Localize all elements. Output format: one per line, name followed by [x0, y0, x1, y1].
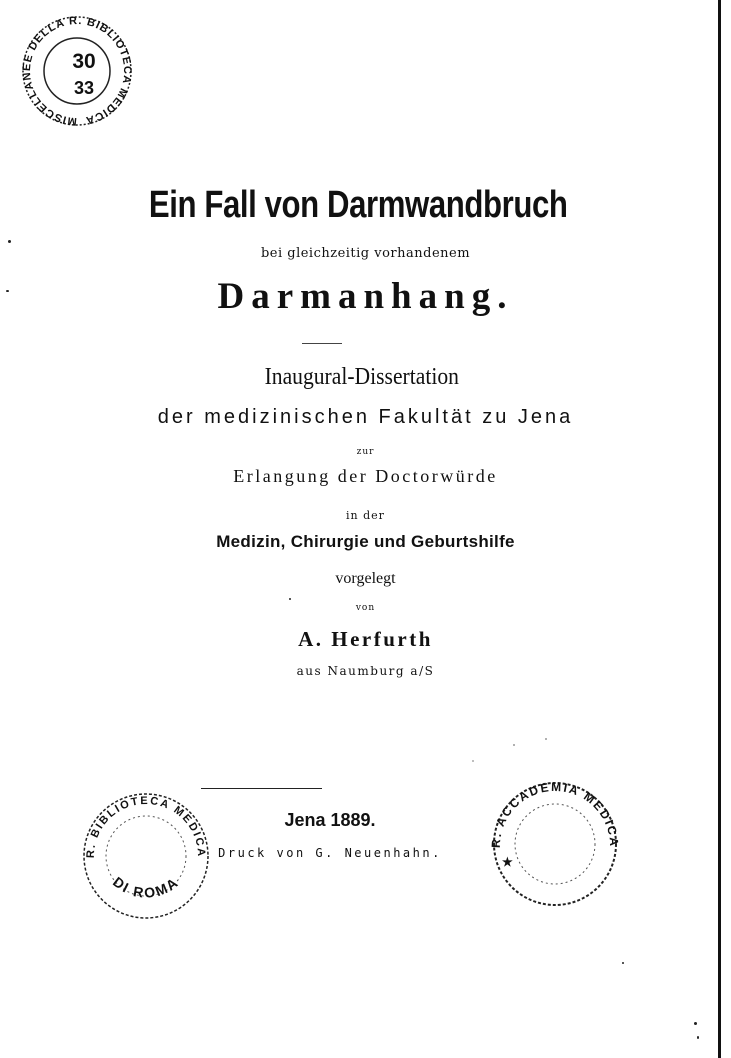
- fields-line: Medizin, Chirurgie und Geburtshilfe: [216, 532, 515, 551]
- degree-line: Erlangung der Doctorwürde: [233, 466, 498, 486]
- svg-text:R. BIBLIOTECA MEDICA: [85, 795, 207, 858]
- page-edge-border: [718, 0, 721, 1058]
- stamp-top-number-second: 33: [73, 78, 95, 98]
- scan-speck: [513, 744, 515, 746]
- stamp-right-ring-text: R. ACCADEMIA MEDICA: [488, 779, 622, 849]
- scan-speck: [545, 738, 547, 740]
- stamp-right-star-icon: ★: [502, 855, 513, 869]
- scan-speck: [694, 1022, 697, 1025]
- connector-zur: zur: [356, 447, 375, 457]
- author-name: A. Herfurth: [298, 627, 433, 651]
- library-stamp-top: [14, 14, 140, 128]
- stamp-left-ring-text: R. BIBLIOTECA MEDICA: [84, 794, 208, 859]
- connector-von: von: [355, 603, 376, 613]
- faculty-line: der medizinischen Fakultät zu Jena: [157, 406, 574, 428]
- stamp-top-number: 30: [72, 50, 96, 73]
- svg-text:R. ACCADEMIA MEDICA: [489, 780, 621, 848]
- scan-speck: [6, 290, 9, 292]
- scan-speck: [697, 1036, 699, 1039]
- scan-speck: [289, 598, 291, 600]
- title: Ein Fall von Darmwandbruch: [148, 184, 568, 226]
- scan-speck: [472, 760, 474, 762]
- scan-speck: [622, 962, 624, 964]
- svg-text:DI ROMA: [110, 873, 182, 900]
- printer-line: Druck von G. Neuenhahn.: [218, 846, 442, 860]
- connector-in-der: in der: [346, 509, 385, 522]
- subtitle-large: Darmanhang.: [217, 276, 514, 317]
- imprint-rule: [201, 788, 322, 789]
- dissertation-heading: Inaugural-Dissertation: [264, 364, 459, 390]
- divider: [302, 343, 342, 344]
- scan-speck: [8, 240, 11, 243]
- library-stamp-right: [488, 776, 622, 906]
- subtitle-small: bei gleichzeitig vorhandenem: [260, 246, 471, 261]
- library-stamp-left: [78, 790, 214, 920]
- submitted-line: vorgelegt: [335, 570, 396, 587]
- stamp-top-ring-text: MISCELLANEE DELLA R. BIBLIOTECA MEDICA: [20, 14, 134, 128]
- place-year: Jena 1889.: [284, 810, 376, 830]
- stamp-left-bottom-text: DI ROMA: [110, 873, 182, 901]
- author-origin: aus Naumburg a/S: [296, 664, 435, 678]
